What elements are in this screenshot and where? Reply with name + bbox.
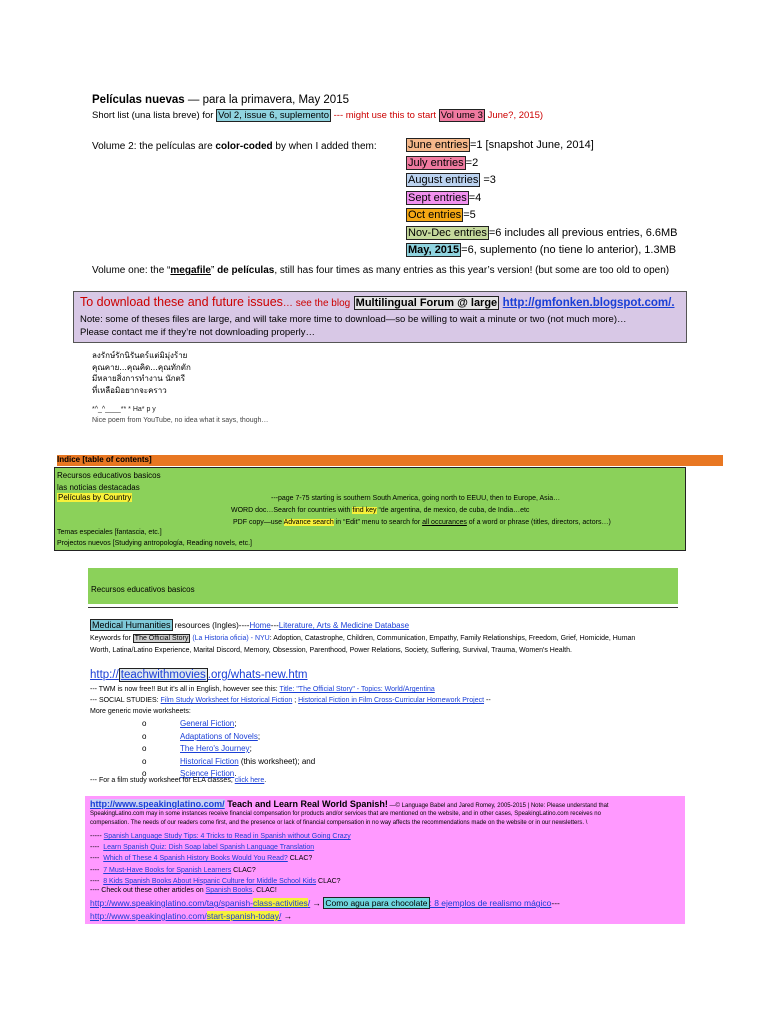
bullet-icon: o (142, 744, 147, 753)
bullet-icon: o (142, 731, 147, 741)
short-list-line (92, 110, 543, 121)
article-prefix: ---- (90, 855, 104, 863)
twm-url-pre[interactable]: http:// (90, 669, 119, 681)
recursos-title: Recursos educativos basicos (91, 585, 195, 594)
entry-row (406, 242, 678, 260)
entry-value: =5 (463, 209, 476, 221)
vol3-suffix: June?, 2015) (487, 110, 544, 121)
worksheet-link[interactable]: The Hero's Journey (180, 744, 250, 753)
home-link[interactable]: Home (249, 621, 271, 630)
entry-row (406, 225, 678, 243)
word-suffix: “de argentina, de mexico, de cuba, de India…etc (376, 507, 530, 514)
poem-caption: Nice poem from YouTube, no idea what it says, though… (92, 417, 269, 424)
article-prefix: ---- (90, 866, 104, 874)
all-occurances: all occurances (422, 519, 467, 526)
speakinglatino-box (85, 796, 685, 924)
bullet-icon: o (142, 719, 147, 728)
volume1-line (92, 265, 669, 276)
worksheet-item (142, 731, 315, 744)
check-prefix: ---- Check out these other articles on (90, 887, 206, 894)
title-rest: — para la primavera, May 2015 (187, 94, 349, 106)
entry-value: =1 [snapshot June, 2014] (469, 139, 594, 151)
download-note-1: Note: some of theses files are large, and will take more time to download—so be willing to wait a minute or two (not much more)… (80, 314, 627, 325)
article-prefix: ---- (90, 844, 104, 852)
entry-label: July entries (408, 156, 464, 169)
tag-url-post[interactable]: / (307, 898, 311, 908)
medical-humanities-label: Medical Humanities (92, 620, 171, 630)
pdf-prefix: PDF copy—use (233, 519, 284, 526)
speaking-tagline: Teach and Learn Real World Spanish! (224, 799, 388, 809)
vol2-label: Vol 2, issue 6, suplemento (218, 110, 329, 121)
articles-list (90, 831, 351, 887)
more-worksheets: More generic movie worksheets: (90, 708, 191, 715)
color-coded: color-coded (215, 141, 273, 152)
toc-projectos[interactable]: Projectos nuevos [Studying antropología, Reading novels, etc.] (57, 540, 252, 547)
entries-list (406, 137, 678, 260)
entry-value: =2 (465, 156, 479, 169)
de-peliculas: de películas (217, 265, 275, 276)
poem-line: ที่เหลือมิอยากจะคราว (92, 385, 167, 395)
article-prefix: ----- (90, 833, 104, 840)
recursos-box (88, 568, 678, 604)
worksheet-link[interactable]: General Fiction (180, 719, 235, 728)
official-story: The Official Story (134, 635, 189, 642)
article-item (90, 842, 351, 853)
disclaimer-2: SpeakingLatino.com may in some instances receive financial compensation for products and/or services that are mentioned on the website, and in other cases, SpeakingLatino.com receives no (90, 811, 601, 817)
download-heading: To download these and future issues (80, 295, 283, 309)
disclaimer-head: —© Language Babel and Jared Romey, 2005-2015 | Note: Please understand that (387, 803, 609, 809)
poem (92, 350, 191, 396)
entry-label: August entries (408, 174, 479, 186)
keywords-line-2: Worth, Latina/Latino Experience, Marital Discord, Memory, Obsession, Parenthood, Power Relations, Society, Suffering, Survival, Trauma, Women's Health. (90, 647, 572, 654)
pdf-middle: in “Edit” menu to search for (333, 519, 423, 526)
entry-value: =3 (480, 174, 496, 186)
worksheet-tail: ; (249, 744, 252, 753)
entry-label: Sept entries (408, 191, 467, 204)
entry-label: June entries (408, 139, 468, 151)
article-tail: CLAC? (316, 877, 341, 885)
pdf-suffix: of a word or phrase (titles, directors, actors…) (466, 519, 611, 526)
social-sep: ; (292, 697, 299, 704)
download-heading-line (80, 295, 675, 309)
volume2-intro-suffix: by when I added them: (272, 141, 377, 152)
title-bold: Películas nuevas (92, 94, 185, 106)
arrow-icon: → (310, 898, 324, 908)
speaking-head-line (90, 799, 609, 809)
entry-row (406, 207, 678, 225)
vol3-label: Vol ume 3 (440, 110, 483, 121)
worksheet-link[interactable]: Historical Fiction (180, 756, 239, 766)
entry-row (406, 137, 678, 155)
medical-resources: resources (Ingles)---- (172, 621, 250, 630)
start-url-highlight[interactable]: start-spanish-today (206, 911, 279, 921)
article-prefix: ---- (90, 877, 104, 885)
worksheet-link[interactable]: Science Fiction (180, 769, 235, 778)
find-key: find key (352, 507, 377, 514)
forum-label: Multilingual Forum @ large (355, 297, 498, 309)
short-list-prefix: Short list (una lista breve) for (92, 110, 214, 121)
medical-sep: --- (270, 621, 279, 630)
article-item (90, 853, 351, 864)
page-note: ---page 7-75 starting is southern South America, going north to EEUU, then to Europe, Asia… (271, 495, 561, 502)
indice-bar (57, 455, 723, 466)
word-prefix: WORD doc…Search for countries with (231, 507, 353, 514)
tag-url-line (90, 898, 560, 908)
bullet-icon: o (142, 769, 147, 778)
ela-click-here[interactable]: click here (234, 777, 265, 784)
social-studies-line (90, 697, 491, 704)
check-out-line (90, 887, 277, 894)
poem-line: ลงรักษ์รักนิรันดร์แต่มิมุ่งร้าย (92, 351, 188, 360)
worksheet-tail: ; (257, 731, 261, 741)
social-suffix: -- (484, 697, 491, 704)
advance-search: Advance search (283, 519, 334, 526)
historical-fiction-project-link[interactable]: Historical Fiction in Film Cross-Curricular Homework Project (298, 697, 485, 704)
volume2-intro (92, 141, 377, 152)
keywords-line-1 (90, 635, 635, 642)
ejemplos-tail: --- (551, 898, 560, 908)
megafile: megafile (170, 265, 211, 276)
article-item (90, 865, 351, 876)
entry-value: =4 (468, 191, 482, 204)
twm-free-line (90, 686, 435, 693)
might-use-note: --- might use this to start (333, 110, 437, 121)
entry-value: =6, suplemento (no tiene lo anterior), 1.3MB (461, 244, 677, 256)
entry-row (406, 155, 678, 173)
entry-row (406, 190, 678, 208)
start-url-line (90, 911, 292, 921)
download-box (73, 291, 687, 343)
start-url-pre[interactable]: http://www.speakinglatino.com/ (90, 911, 207, 921)
entry-value: =6 includes all previous entries, 6.6MB (488, 226, 678, 239)
article-link[interactable]: Which of These 4 Spanish History Books Would You Read? (103, 855, 288, 863)
speakinglatino-link[interactable]: http://www.speakinglatino.com/ (90, 799, 225, 809)
toc-recursos[interactable]: Recursos educativos basicos (57, 471, 161, 480)
start-url-post[interactable]: / (279, 911, 282, 921)
entry-label: Oct entries (408, 209, 462, 221)
volume1-suffix: , still has four times as many entries as this year’s version! (but some are too old to open) (274, 265, 670, 276)
article-link[interactable]: 8 Kids Spanish Books About Hispanic Culture for Middle School Kids (103, 877, 317, 885)
volume2-intro-prefix: Volume 2: the películas are (92, 141, 216, 152)
spanish-books-link[interactable]: Spanish Books (205, 887, 253, 894)
historia-link[interactable]: (La Historia oficia) - NYU (192, 635, 270, 642)
worksheet-tail: (this worksheet); and (238, 756, 316, 766)
article-item (90, 876, 351, 887)
database-link[interactable]: Literature, Arts & Medicine Database (278, 621, 410, 630)
twm-url[interactable] (90, 669, 308, 681)
article-link[interactable]: 7 Must-Have Books for Spanish Learners (103, 866, 232, 874)
twm-url-post[interactable]: .org/whats-new.htm (207, 669, 308, 681)
word-doc-line (231, 507, 529, 514)
article-link[interactable]: Spanish Language Study Tips: 4 Tricks to Read in Spanish without Going Crazy (103, 833, 351, 840)
check-suffix: . CLAC! (252, 887, 277, 894)
toc-temas[interactable]: Temas especiales [fantascia, etc.] (57, 529, 162, 536)
poem-emoticon: *^_^____** * Ha* p y (92, 406, 156, 413)
keywords-prefix: Keywords for (90, 635, 133, 642)
start-arrow-icon: → (281, 911, 293, 921)
ela-suffix: . (264, 777, 267, 784)
page-title (92, 94, 349, 106)
worksheet-item (142, 756, 316, 769)
medical-line (90, 620, 409, 630)
download-note-2: Please contact me if they’re not downloading properly… (80, 327, 315, 338)
worksheet-link[interactable]: Adaptations of Novels (180, 731, 258, 741)
volume1-prefix: Volume one: the “ (92, 265, 171, 276)
poem-line: มีหลายสิ่งการทำงาน นักตรี (92, 374, 186, 383)
toc-peliculas[interactable]: Películas by Country (58, 493, 132, 502)
keywords-list-1: : Adoption, Catastrophe, Children, Communication, Empathy, Family Relationships, Freedom, Grief, Homicide, Human (269, 635, 636, 642)
como-agua: Como agua para chocolate (325, 898, 428, 908)
poem-line: คุณคาย...คุณคิด...คุณทักตัก (92, 362, 191, 372)
official-story-topic-link[interactable]: Title: "The Official Story" - Topics: World/Argentina (279, 686, 435, 693)
volume1-middle: ” (210, 265, 218, 276)
ela-line (90, 777, 266, 784)
worksheet-tail: ; (234, 719, 237, 728)
entry-label: May, 2015 (408, 244, 460, 256)
article-item (90, 831, 351, 842)
bullet-icon: o (142, 756, 147, 766)
ejemplos-link[interactable]: : 8 ejemplos de realismo mágico (429, 898, 552, 908)
article-tail: CLAC? (231, 866, 256, 874)
disclaimer-3: compensation. The needs of our readers come first, and the presence or lack of financial compensation in no way affects the recommendations made on the website or in our newsletters. \ (90, 820, 588, 826)
entry-row (406, 172, 678, 190)
worksheet-tail: . (234, 769, 237, 778)
recursos-divider (88, 607, 678, 608)
worksheet-list (142, 718, 316, 781)
social-prefix: --- SOCIAL STUDIES: (90, 697, 161, 704)
film-study-link[interactable]: Film Study Worksheet for Historical Fiction (160, 697, 293, 704)
worksheet-item (142, 743, 315, 756)
blog-link[interactable]: http://gmfonken.blogspot.com/. (502, 297, 675, 309)
twm-free-prefix: --- TWM is now free!! But it’s all in English, however see this: (90, 686, 280, 693)
pdf-copy-line (233, 519, 611, 526)
tag-url-highlight[interactable]: class-activities (253, 898, 308, 908)
tag-url-pre[interactable]: http://www.speakinglatino.com/tag/spanish- (90, 898, 254, 908)
indice-title: Indice [table of contents] (57, 455, 152, 464)
article-tail: CLAC? (287, 855, 313, 863)
see-blog: … see the blog (282, 298, 351, 309)
toc-noticias[interactable]: las noticias destacadas (57, 483, 140, 492)
article-link[interactable]: Learn Spanish Quiz: Dish Soap label Spanish Language Translation (103, 844, 315, 852)
ela-prefix: --- For a film study worksheet for ELA classes, (90, 777, 235, 784)
worksheet-item (142, 718, 315, 731)
indice-box (54, 467, 686, 551)
entry-label: Nov-Dec entries (408, 226, 487, 239)
twm-url-box[interactable]: teachwithmovies (120, 669, 206, 681)
